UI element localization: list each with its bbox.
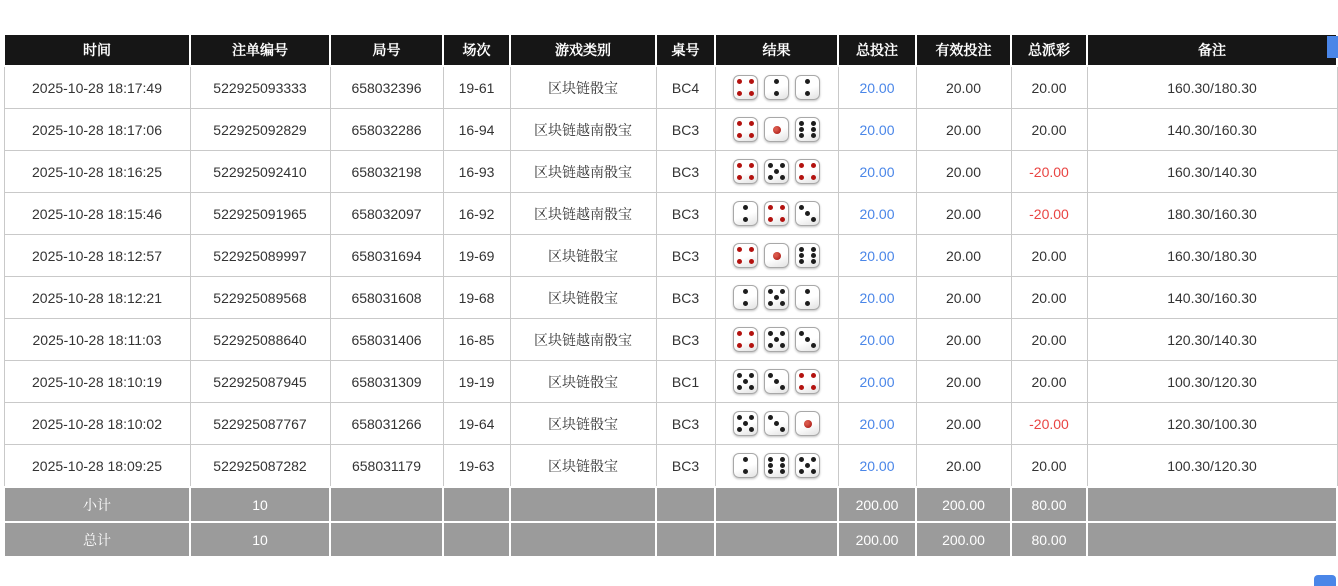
cell-round-id: 658032097 bbox=[330, 193, 443, 235]
table-row bbox=[4, 109, 1337, 151]
cell-remark: 100.30/120.30 bbox=[1087, 361, 1337, 403]
cell-round-id: 658031406 bbox=[330, 319, 443, 361]
cell-remark: 140.30/160.30 bbox=[1087, 109, 1337, 151]
cell-game-type: 区块链骰宝 bbox=[510, 277, 656, 319]
cell-result bbox=[715, 319, 838, 361]
summary-empty bbox=[715, 487, 838, 522]
cell-total-bet[interactable]: 20.00 bbox=[838, 109, 916, 151]
summary-empty bbox=[510, 487, 656, 522]
cell-result bbox=[715, 445, 838, 488]
die-4-icon bbox=[733, 327, 758, 352]
cell-remark: 100.30/120.30 bbox=[1087, 445, 1337, 488]
cell-game-type: 区块链越南骰宝 bbox=[510, 193, 656, 235]
summary-empty bbox=[1087, 522, 1337, 557]
cell-game-type: 区块链越南骰宝 bbox=[510, 109, 656, 151]
cell-session: 19-69 bbox=[443, 235, 510, 277]
cell-result bbox=[715, 403, 838, 445]
dice-result bbox=[716, 201, 838, 226]
cell-total-bet[interactable]: 20.00 bbox=[838, 319, 916, 361]
bet-records-table-wrap bbox=[3, 33, 1338, 558]
cell-result bbox=[715, 151, 838, 193]
summary-empty bbox=[443, 487, 510, 522]
dice-result bbox=[716, 159, 838, 184]
die-6-icon bbox=[764, 453, 789, 478]
header-total-bet: 总投注 bbox=[838, 34, 916, 66]
cell-remark: 120.30/100.30 bbox=[1087, 403, 1337, 445]
summary-total-payout: 80.00 bbox=[1011, 487, 1087, 522]
table-row bbox=[4, 235, 1337, 277]
die-1-icon bbox=[764, 117, 789, 142]
cell-game-type: 区块链骰宝 bbox=[510, 403, 656, 445]
dice-result bbox=[716, 75, 838, 100]
die-4-icon bbox=[733, 75, 758, 100]
header-right-accent bbox=[1327, 36, 1338, 58]
summary-empty bbox=[443, 522, 510, 557]
dice-result bbox=[716, 411, 838, 436]
summary-empty bbox=[330, 487, 443, 522]
cell-total-bet[interactable]: 20.00 bbox=[838, 66, 916, 109]
grand-total-row bbox=[4, 522, 1337, 557]
cell-time: 2025-10-28 18:10:02 bbox=[4, 403, 190, 445]
table-header-row bbox=[4, 34, 1337, 66]
die-4-icon bbox=[733, 159, 758, 184]
cell-table-no: BC3 bbox=[656, 277, 715, 319]
cell-total-bet[interactable]: 20.00 bbox=[838, 403, 916, 445]
cell-game-type: 区块链骰宝 bbox=[510, 66, 656, 109]
cell-session: 19-61 bbox=[443, 66, 510, 109]
cell-bet-id: 522925087282 bbox=[190, 445, 330, 488]
cell-total-payout: 20.00 bbox=[1011, 445, 1087, 488]
die-2-icon bbox=[733, 285, 758, 310]
cell-table-no: BC3 bbox=[656, 445, 715, 488]
cell-total-payout: 20.00 bbox=[1011, 235, 1087, 277]
cell-valid-bet: 20.00 bbox=[916, 361, 1011, 403]
cell-total-payout: 20.00 bbox=[1011, 66, 1087, 109]
header-table-no: 桌号 bbox=[656, 34, 715, 66]
cell-round-id: 658031309 bbox=[330, 361, 443, 403]
die-2-icon bbox=[733, 453, 758, 478]
cell-total-payout: 20.00 bbox=[1011, 109, 1087, 151]
cell-round-id: 658032286 bbox=[330, 109, 443, 151]
cell-result bbox=[715, 361, 838, 403]
cell-valid-bet: 20.00 bbox=[916, 445, 1011, 488]
table-row bbox=[4, 319, 1337, 361]
cell-valid-bet: 20.00 bbox=[916, 151, 1011, 193]
cell-valid-bet: 20.00 bbox=[916, 109, 1011, 151]
cell-round-id: 658031694 bbox=[330, 235, 443, 277]
cell-valid-bet: 20.00 bbox=[916, 66, 1011, 109]
summary-empty bbox=[1087, 487, 1337, 522]
die-2-icon bbox=[764, 75, 789, 100]
die-6-icon bbox=[795, 117, 820, 142]
header-round-id: 局号 bbox=[330, 34, 443, 66]
die-1-icon bbox=[764, 243, 789, 268]
cell-remark: 120.30/140.30 bbox=[1087, 319, 1337, 361]
die-4-icon bbox=[733, 117, 758, 142]
summary-total-bet: 200.00 bbox=[838, 487, 916, 522]
dice-result bbox=[716, 285, 838, 310]
cell-total-bet[interactable]: 20.00 bbox=[838, 277, 916, 319]
header-game-type: 游戏类别 bbox=[510, 34, 656, 66]
cell-result bbox=[715, 277, 838, 319]
cell-bet-id: 522925092410 bbox=[190, 151, 330, 193]
die-3-icon bbox=[795, 327, 820, 352]
die-5-icon bbox=[795, 453, 820, 478]
summary-total-payout: 80.00 bbox=[1011, 522, 1087, 557]
cell-remark: 180.30/160.30 bbox=[1087, 193, 1337, 235]
summary-valid-bet: 200.00 bbox=[916, 522, 1011, 557]
cell-time: 2025-10-28 18:12:21 bbox=[4, 277, 190, 319]
summary-total-bet: 200.00 bbox=[838, 522, 916, 557]
cell-bet-id: 522925089568 bbox=[190, 277, 330, 319]
cell-round-id: 658031608 bbox=[330, 277, 443, 319]
cell-table-no: BC1 bbox=[656, 361, 715, 403]
die-4-icon bbox=[795, 159, 820, 184]
cell-game-type: 区块链骰宝 bbox=[510, 361, 656, 403]
cell-total-payout: 20.00 bbox=[1011, 319, 1087, 361]
cell-bet-id: 522925088640 bbox=[190, 319, 330, 361]
cell-table-no: BC3 bbox=[656, 193, 715, 235]
dice-result bbox=[716, 243, 838, 268]
die-4-icon bbox=[764, 201, 789, 226]
cell-bet-id: 522925087767 bbox=[190, 403, 330, 445]
cell-round-id: 658032198 bbox=[330, 151, 443, 193]
cell-result bbox=[715, 66, 838, 109]
cell-table-no: BC3 bbox=[656, 151, 715, 193]
table-row bbox=[4, 361, 1337, 403]
cell-session: 19-63 bbox=[443, 445, 510, 488]
summary-empty bbox=[656, 522, 715, 557]
header-total-payout: 总派彩 bbox=[1011, 34, 1087, 66]
die-5-icon bbox=[764, 285, 789, 310]
cell-remark: 140.30/160.30 bbox=[1087, 277, 1337, 319]
cell-time: 2025-10-28 18:15:46 bbox=[4, 193, 190, 235]
cell-round-id: 658031179 bbox=[330, 445, 443, 488]
dice-result bbox=[716, 369, 838, 394]
dice-result bbox=[716, 117, 838, 142]
cell-session: 16-94 bbox=[443, 109, 510, 151]
floating-widget-partial[interactable] bbox=[1314, 575, 1336, 586]
header-bet-id: 注单编号 bbox=[190, 34, 330, 66]
cell-total-payout: -20.00 bbox=[1011, 151, 1087, 193]
cell-total-payout: -20.00 bbox=[1011, 193, 1087, 235]
cell-bet-id: 522925091965 bbox=[190, 193, 330, 235]
cell-game-type: 区块链越南骰宝 bbox=[510, 151, 656, 193]
dice-result bbox=[716, 327, 838, 352]
die-1-icon bbox=[795, 411, 820, 436]
cell-session: 19-64 bbox=[443, 403, 510, 445]
header-result: 结果 bbox=[715, 34, 838, 66]
cell-time: 2025-10-28 18:16:25 bbox=[4, 151, 190, 193]
table-row bbox=[4, 193, 1337, 235]
die-2-icon bbox=[795, 75, 820, 100]
cell-valid-bet: 20.00 bbox=[916, 403, 1011, 445]
cell-bet-id: 522925092829 bbox=[190, 109, 330, 151]
cell-table-no: BC3 bbox=[656, 319, 715, 361]
die-5-icon bbox=[733, 411, 758, 436]
cell-session: 19-68 bbox=[443, 277, 510, 319]
cell-total-bet[interactable]: 20.00 bbox=[838, 193, 916, 235]
cell-game-type: 区块链骰宝 bbox=[510, 235, 656, 277]
cell-round-id: 658032396 bbox=[330, 66, 443, 109]
cell-total-bet[interactable]: 20.00 bbox=[838, 235, 916, 277]
cell-table-no: BC4 bbox=[656, 66, 715, 109]
cell-time: 2025-10-28 18:17:06 bbox=[4, 109, 190, 151]
cell-total-payout: 20.00 bbox=[1011, 277, 1087, 319]
cell-valid-bet: 20.00 bbox=[916, 319, 1011, 361]
cell-game-type: 区块链骰宝 bbox=[510, 445, 656, 488]
summary-label: 小计 bbox=[4, 487, 190, 522]
die-2-icon bbox=[795, 285, 820, 310]
die-4-icon bbox=[795, 369, 820, 394]
cell-bet-id: 522925093333 bbox=[190, 66, 330, 109]
cell-result bbox=[715, 235, 838, 277]
table-row bbox=[4, 277, 1337, 319]
cell-table-no: BC3 bbox=[656, 235, 715, 277]
cell-bet-id: 522925087945 bbox=[190, 361, 330, 403]
cell-total-bet[interactable]: 20.00 bbox=[838, 445, 916, 488]
cell-session: 19-19 bbox=[443, 361, 510, 403]
table-row bbox=[4, 403, 1337, 445]
cell-session: 16-85 bbox=[443, 319, 510, 361]
table-body bbox=[4, 66, 1337, 557]
cell-game-type: 区块链越南骰宝 bbox=[510, 319, 656, 361]
die-5-icon bbox=[764, 159, 789, 184]
cell-result bbox=[715, 109, 838, 151]
die-6-icon bbox=[795, 243, 820, 268]
cell-total-payout: -20.00 bbox=[1011, 403, 1087, 445]
cell-valid-bet: 20.00 bbox=[916, 193, 1011, 235]
table-row bbox=[4, 66, 1337, 109]
cell-session: 16-93 bbox=[443, 151, 510, 193]
summary-empty bbox=[656, 487, 715, 522]
die-3-icon bbox=[795, 201, 820, 226]
die-3-icon bbox=[764, 411, 789, 436]
cell-session: 16-92 bbox=[443, 193, 510, 235]
die-3-icon bbox=[764, 369, 789, 394]
cell-time: 2025-10-28 18:10:19 bbox=[4, 361, 190, 403]
summary-empty bbox=[510, 522, 656, 557]
header-valid-bet: 有效投注 bbox=[916, 34, 1011, 66]
die-4-icon bbox=[733, 243, 758, 268]
die-5-icon bbox=[764, 327, 789, 352]
cell-time: 2025-10-28 18:17:49 bbox=[4, 66, 190, 109]
summary-empty bbox=[330, 522, 443, 557]
bet-records-table bbox=[3, 33, 1338, 558]
cell-valid-bet: 20.00 bbox=[916, 277, 1011, 319]
summary-valid-bet: 200.00 bbox=[916, 487, 1011, 522]
cell-remark: 160.30/140.30 bbox=[1087, 151, 1337, 193]
cell-table-no: BC3 bbox=[656, 109, 715, 151]
summary-empty bbox=[715, 522, 838, 557]
header-time: 时间 bbox=[4, 34, 190, 66]
table-row bbox=[4, 445, 1337, 488]
cell-valid-bet: 20.00 bbox=[916, 235, 1011, 277]
cell-remark: 160.30/180.30 bbox=[1087, 235, 1337, 277]
cell-time: 2025-10-28 18:09:25 bbox=[4, 445, 190, 488]
cell-table-no: BC3 bbox=[656, 403, 715, 445]
subtotal-row bbox=[4, 487, 1337, 522]
cell-round-id: 658031266 bbox=[330, 403, 443, 445]
die-5-icon bbox=[733, 369, 758, 394]
cell-total-bet[interactable]: 20.00 bbox=[838, 151, 916, 193]
summary-count: 10 bbox=[190, 487, 330, 522]
die-2-icon bbox=[733, 201, 758, 226]
cell-bet-id: 522925089997 bbox=[190, 235, 330, 277]
summary-count: 10 bbox=[190, 522, 330, 557]
dice-result bbox=[716, 453, 838, 478]
header-remark: 备注 bbox=[1087, 34, 1337, 66]
cell-total-bet[interactable]: 20.00 bbox=[838, 361, 916, 403]
header-session: 场次 bbox=[443, 34, 510, 66]
summary-label: 总计 bbox=[4, 522, 190, 557]
table-row bbox=[4, 151, 1337, 193]
cell-time: 2025-10-28 18:12:57 bbox=[4, 235, 190, 277]
cell-result bbox=[715, 193, 838, 235]
cell-remark: 160.30/180.30 bbox=[1087, 66, 1337, 109]
cell-time: 2025-10-28 18:11:03 bbox=[4, 319, 190, 361]
cell-total-payout: 20.00 bbox=[1011, 361, 1087, 403]
